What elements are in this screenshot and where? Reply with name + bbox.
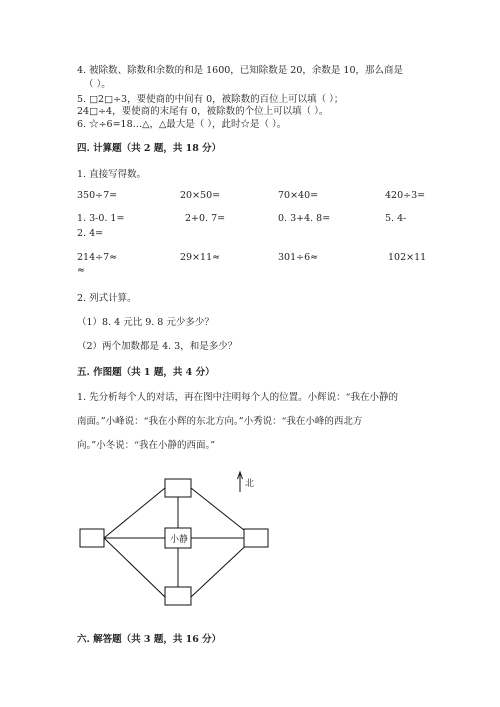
north-box xyxy=(165,479,191,497)
center-label: 小静 xyxy=(170,535,189,545)
calc-r2-c2: 2+0. 7= xyxy=(185,213,226,224)
east-box xyxy=(244,529,268,547)
section4-title: 四. 计算题（共 2 题，共 18 分） xyxy=(77,143,222,154)
calc-r3-wrap: ≈ xyxy=(77,265,85,276)
equation-item-1: （1）8. 4 元比 9. 8 元少多少？ xyxy=(77,317,214,328)
equation-subtitle: 2. 列式计算。 xyxy=(77,293,137,304)
q4-line2: （ ）。 xyxy=(84,79,111,90)
drawing-paragraph-line1: 1. 先分析每个人的对话，再在图中注明每个人的位置。小辉说：“我在小静的 xyxy=(77,392,398,403)
west-box xyxy=(80,529,104,547)
q5-line2: 24□÷4，要使商的末尾有 0，被除数的个位上可以填（ ）。 xyxy=(77,106,329,117)
calc-r1-c1: 350÷7= xyxy=(77,190,118,201)
calc-r1-c2: 20×50= xyxy=(180,190,221,201)
calc-r3-c1: 214÷7≈ xyxy=(77,252,118,263)
calc-r1-c3: 70×40= xyxy=(278,190,319,201)
q5-line1: 5. □2□÷3，要使商的中间有 0，被除数的百位上可以填（ ）； xyxy=(77,94,344,105)
calc-r2-wrap: 2. 4= xyxy=(77,228,104,239)
calc-r2-c1: 1. 3-0. 1= xyxy=(77,213,125,224)
drawing-paragraph-line2: 南面。”小峰说：“我在小辉的东北方向。”小秀说：“我在小峰的西北方 xyxy=(77,416,363,427)
edge-south-west xyxy=(104,538,165,597)
calc-subtitle: 1. 直接写得数。 xyxy=(77,169,147,180)
equation-item-2: （2）两个加数都是 4. 3，和是多少？ xyxy=(77,341,238,352)
q6: 6. ☆÷6=18…△，△最大是（ ），此时☆是（ ）。 xyxy=(77,119,287,130)
calc-r3-c2: 29×11≈ xyxy=(180,252,221,263)
drawing-paragraph-line3: 向。”小冬说：“我在小静的西面。” xyxy=(77,440,216,451)
south-box xyxy=(165,587,191,605)
section5-title: 五. 作图题（共 1 题，共 4 分） xyxy=(77,367,215,378)
calc-r1-c4: 420÷3= xyxy=(385,190,426,201)
calc-r3-c3: 301÷6≈ xyxy=(278,252,319,263)
calc-r3-c4: 102×11 xyxy=(388,252,427,263)
q4-line1: 4. 被除数、除数和余数的和是 1600，已知除数是 20，余数是 10，那么商是 xyxy=(77,65,403,76)
north-label: 北 xyxy=(245,479,255,489)
calc-r2-c4: 5. 4- xyxy=(385,213,407,224)
section6-title: 六. 解答题（共 3 题，共 16 分） xyxy=(77,634,222,645)
edge-west-north xyxy=(104,488,165,538)
calc-r2-c3: 0. 3+4. 8= xyxy=(278,213,331,224)
